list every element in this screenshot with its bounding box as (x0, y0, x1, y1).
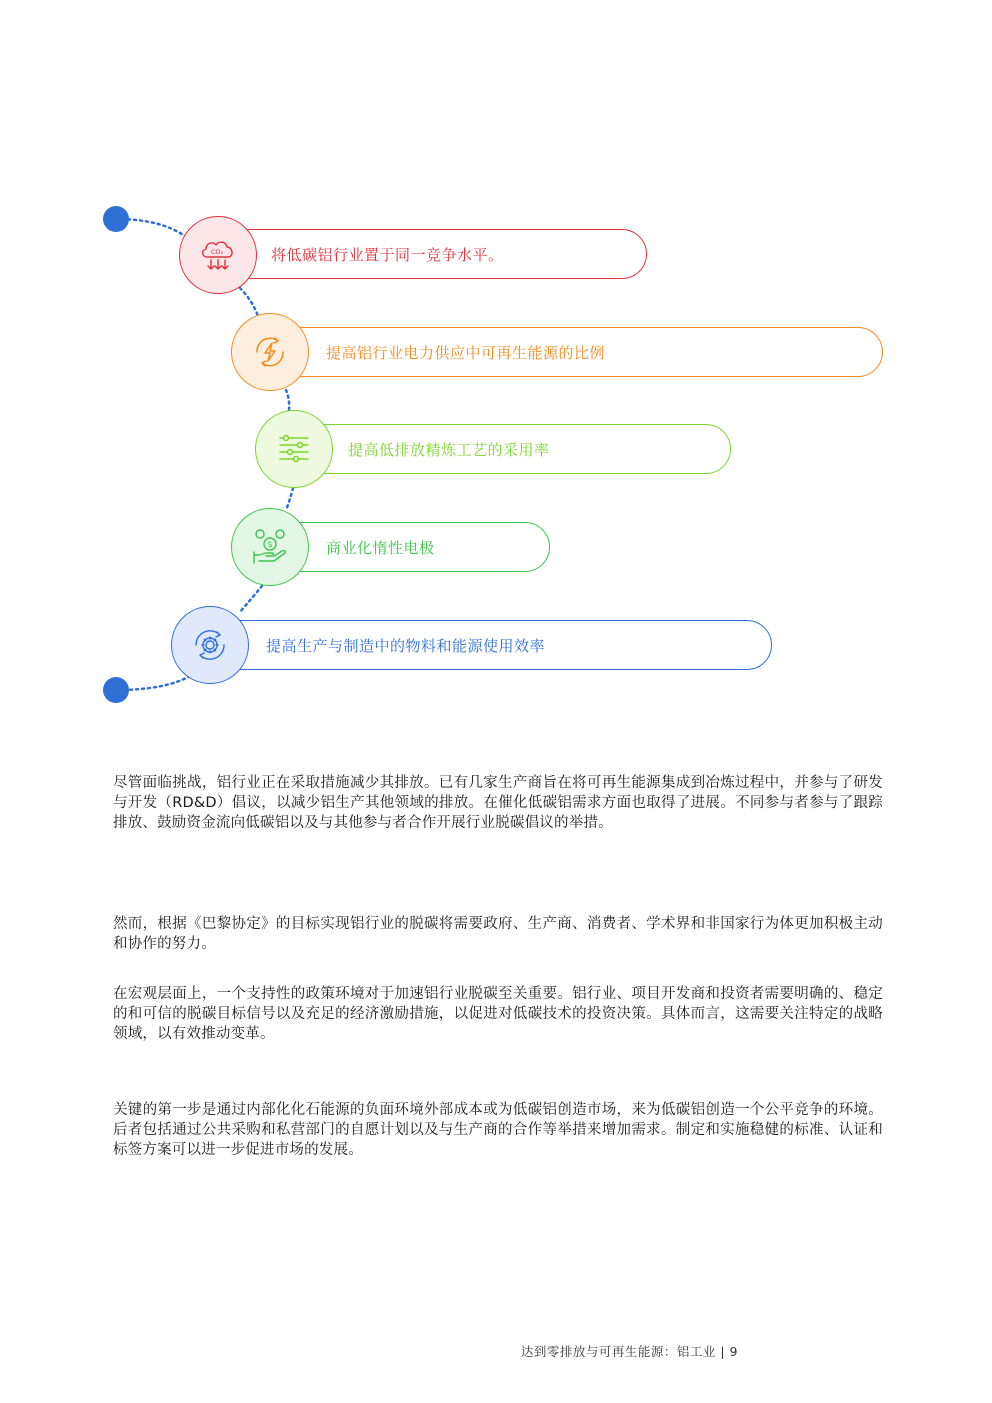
step-pill-2 (270, 327, 883, 377)
co2-cloud-icon (196, 233, 240, 277)
step-icon-circle-2 (231, 313, 309, 391)
svg-text:$: $ (267, 540, 273, 549)
step-icon-circle-3 (255, 410, 333, 488)
step-pill-3 (295, 424, 731, 474)
step-label-2: 提高铝行业电力供应中可再生能源的比例 (326, 344, 606, 362)
paragraph-1: 尽管面临挑战，铝行业正在采取措施减少其排放。已有几家生产商旨在将可再生能源集成到冶炼过程中，并参与了研发与开发（RD&D）倡议，以减少铝生产其他领域的排放。在催化低碳铝需求方面也取得了进展。不同参与者参与了跟踪排放、鼓励资金流向低碳铝以及与其他参与者合作开展行业脱碳倡议的举措。 (113, 775, 883, 831)
paragraph-3: 在宏观层面上，一个支持性的政策环境对于加速铝行业脱碳至关重要。铝行业、项目开发商和投资者需要明确的、稳定的和可信的脱碳目标信号以及充足的经济激励措施，以促进对低碳技术的投资决策。具体而言，这需要关注特定的战略领域，以有效推动变革。 (113, 986, 883, 1042)
step-icon-circle-4 (231, 508, 309, 586)
money-hand-icon (248, 525, 292, 569)
renewable-energy-icon (248, 330, 292, 374)
step-pill-5 (210, 620, 772, 670)
step-label-1: 将低碳铝行业置于同一竞争水平。 (271, 246, 504, 264)
paragraph-2: 然而，根据《巴黎协定》的目标实现铝行业的脱碳将需要政府、生产商、消费者、学术界和非国家行为体更加积极主动和协作的努力。 (113, 916, 883, 952)
connector-end-dot (103, 677, 129, 703)
page-footer: 达到零排放与可再生能源：铝工业 | 9 (520, 1344, 738, 1359)
step-icon-circle-5 (171, 606, 249, 684)
step-label-4: 商业化惰性电极 (326, 539, 435, 557)
paragraph-4: 关键的第一步是通过内部化化石能源的负面环境外部成本或为低碳铝创造市场，来为低碳铝创造一个公平竞争的环境。后者包括通过公共采购和私营部门的自愿计划以及与生产商的合作等举措来增加需求。制定和实施稳健的标准、认证和标签方案可以进一步促进市场的发展。 (113, 1102, 883, 1158)
step-icon-circle-1 (179, 216, 257, 294)
step-pill-1 (214, 229, 647, 279)
step-label-3: 提高低排放精炼工艺的采用率 (348, 441, 550, 459)
svg-text:CO₂: CO₂ (210, 248, 224, 256)
step-label-5: 提高生产与制造中的物料和能源使用效率 (266, 637, 546, 655)
gear-cycle-icon (188, 623, 232, 667)
connector-start-dot (103, 206, 129, 232)
step-pill-4 (270, 522, 550, 572)
sliders-icon (272, 427, 316, 471)
